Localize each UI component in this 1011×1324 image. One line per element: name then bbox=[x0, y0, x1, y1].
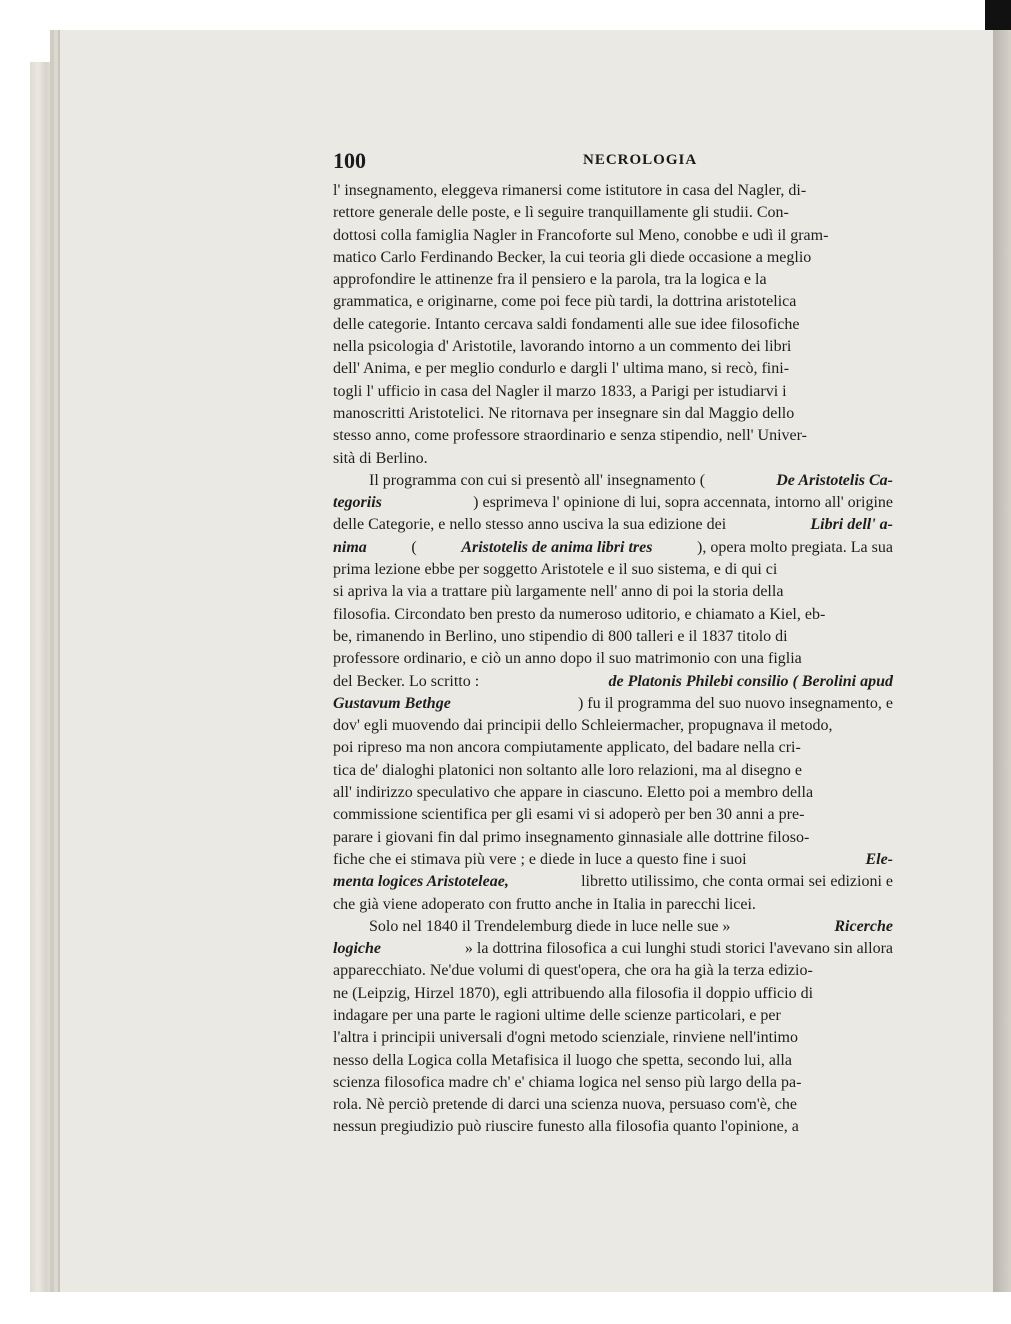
text-line: nessun pregiudizio può riuscire funesto alla filosofia quanto l'opinione, a bbox=[333, 1118, 799, 1136]
body-text bbox=[333, 180, 893, 1139]
text-line: ne (Leipzig, Hirzel 1870), egli attribuendo alla filosofia il doppio ufficio di bbox=[333, 984, 814, 1002]
text-line: menta logices Aristoteleae, libretto utilissimo, che conta ormai sei edizioni e bbox=[333, 873, 893, 891]
page-number: 100 bbox=[333, 148, 366, 173]
text-line: delle categorie. Intanto cercava saldi fondamenti alle sue idee filosofiche bbox=[333, 315, 800, 333]
text-line: all' indirizzo speculativo che appare in ciascuno. Eletto poi a membro della bbox=[333, 784, 814, 802]
text-line: Gustavum Bethge ) fu il programma del suo nuovo insegnamento, e bbox=[333, 694, 893, 712]
text-line: Il programma con cui si presentò all' insegnamento ( De Aristotelis Ca- bbox=[369, 471, 893, 489]
text-line: grammatica, e originarne, come poi fece più tardi, la dottrina aristotelica bbox=[333, 293, 797, 311]
text-line: prima lezione ebbe per soggetto Aristotele e il suo sistema, e di qui ci bbox=[333, 561, 778, 579]
text-line: parare i giovani fin dal primo insegnamento ginnasiale alle dottrine filoso- bbox=[333, 828, 810, 846]
text-line: dottosi colla famiglia Nagler in Francoforte sul Meno, conobbe e udì il gram- bbox=[333, 226, 829, 244]
text-line: manoscritti Aristotelici. Ne ritornava per insegnare sin dal Maggio dello bbox=[333, 404, 795, 422]
text-line: rettore generale delle poste, e lì seguire tranquillamente gli studii. Con- bbox=[333, 204, 789, 222]
text-line: stesso anno, come professore straordinario e senza stipendio, nell' Univer- bbox=[333, 427, 807, 445]
text-line: matico Carlo Ferdinando Becker, la cui teoria gli diede occasione a meglio bbox=[333, 248, 812, 266]
text-line: dov' egli muovendo dai principii dello Schleiermacher, propugnava il metodo, bbox=[333, 717, 833, 735]
text-line: Solo nel 1840 il Trendelemburg diede in luce nelle sue » Ricerche bbox=[369, 917, 893, 935]
text-line: commissione scientifica per gli esami vi si adoperò per ben 30 anni a pre- bbox=[333, 806, 805, 824]
right-page-edge bbox=[993, 30, 1011, 1292]
text-line: tegoriis ) esprimeva l' opinione di lui, sopra accennata, intorno all' origine bbox=[333, 494, 893, 512]
text-line: poi ripreso ma non ancora compiutamente applicato, del badare nella cri- bbox=[333, 739, 801, 757]
text-line: togli l' ufficio in casa del Nagler il marzo 1833, a Parigi per istudiarvi i bbox=[333, 382, 787, 400]
text-line: rola. Nè perciò pretende di darci una scienza nuova, persuaso com'è, che bbox=[333, 1096, 798, 1114]
text-line: del Becker. Lo scritto : de Platonis Philebi consilio ( Berolini apud bbox=[333, 672, 893, 690]
text-line: logiche » la dottrina filosofica a cui lunghi studi storici l'avevano sin allora bbox=[333, 940, 893, 958]
page-header bbox=[333, 148, 893, 178]
scan-corner bbox=[985, 0, 1011, 30]
text-line: l' insegnamento, eleggeva rimanersi come istitutore in casa del Nagler, di- bbox=[333, 182, 807, 199]
text-line: apparecchiato. Ne'due volumi di quest'opera, che ora ha già la terza edizio- bbox=[333, 962, 813, 980]
text-line: scienza filosofica madre ch' e' chiama logica nel senso più largo della pa- bbox=[333, 1073, 802, 1091]
text-line: nella psicologia d' Aristotile, lavorando intorno a un commento dei libri bbox=[333, 338, 792, 356]
text-line: delle Categorie, e nello stesso anno usciva la sua edizione dei Libri dell' a- bbox=[333, 516, 893, 534]
text-line: nima ( Aristotelis de anima libri tres ), opera molto pregiata. La sua bbox=[333, 538, 893, 556]
text-line: che già viene adoperato con frutto anche in Italia in parecchi licei. bbox=[333, 895, 756, 913]
text-line: sità di Berlino. bbox=[333, 449, 428, 467]
text-line: tica de' dialoghi platonici non soltanto alle loro relazioni, ma al disegno e bbox=[333, 761, 802, 779]
text-line: fiche che ei stimava più vere ; e diede in luce a questo fine i suoi Ele- bbox=[333, 850, 893, 868]
text-line: si apriva la via a trattare più largamente nell' anno di poi la storia della bbox=[333, 583, 784, 601]
text-line: be, rimanendo in Berlino, uno stipendio di 800 talleri e il 1837 titolo di bbox=[333, 627, 788, 645]
text-line: indagare per una parte le ragioni ultime delle scienze particolari, e per bbox=[333, 1006, 781, 1024]
text-line: l'altra i principii universali d'ogni metodo scienziale, rinviene nell'intimo bbox=[333, 1029, 798, 1047]
text-line: filosofia. Circondato ben presto da numeroso uditorio, e chiamato a Kiel, eb- bbox=[333, 605, 826, 623]
running-head: NECROLOGIA bbox=[583, 152, 698, 168]
text-line: professore ordinario, e ciò un anno dopo il suo matrimonio con una figlia bbox=[333, 650, 802, 668]
text-line: approfondire le attinenze fra il pensiero e la parola, tra la logica e la bbox=[333, 271, 767, 289]
text-line: nesso della Logica colla Metafisica il luogo che spetta, secondo lui, alla bbox=[333, 1051, 792, 1069]
text-line: dell' Anima, e per meglio condurlo e dargli l' ultima mano, si recò, fini- bbox=[333, 360, 790, 378]
